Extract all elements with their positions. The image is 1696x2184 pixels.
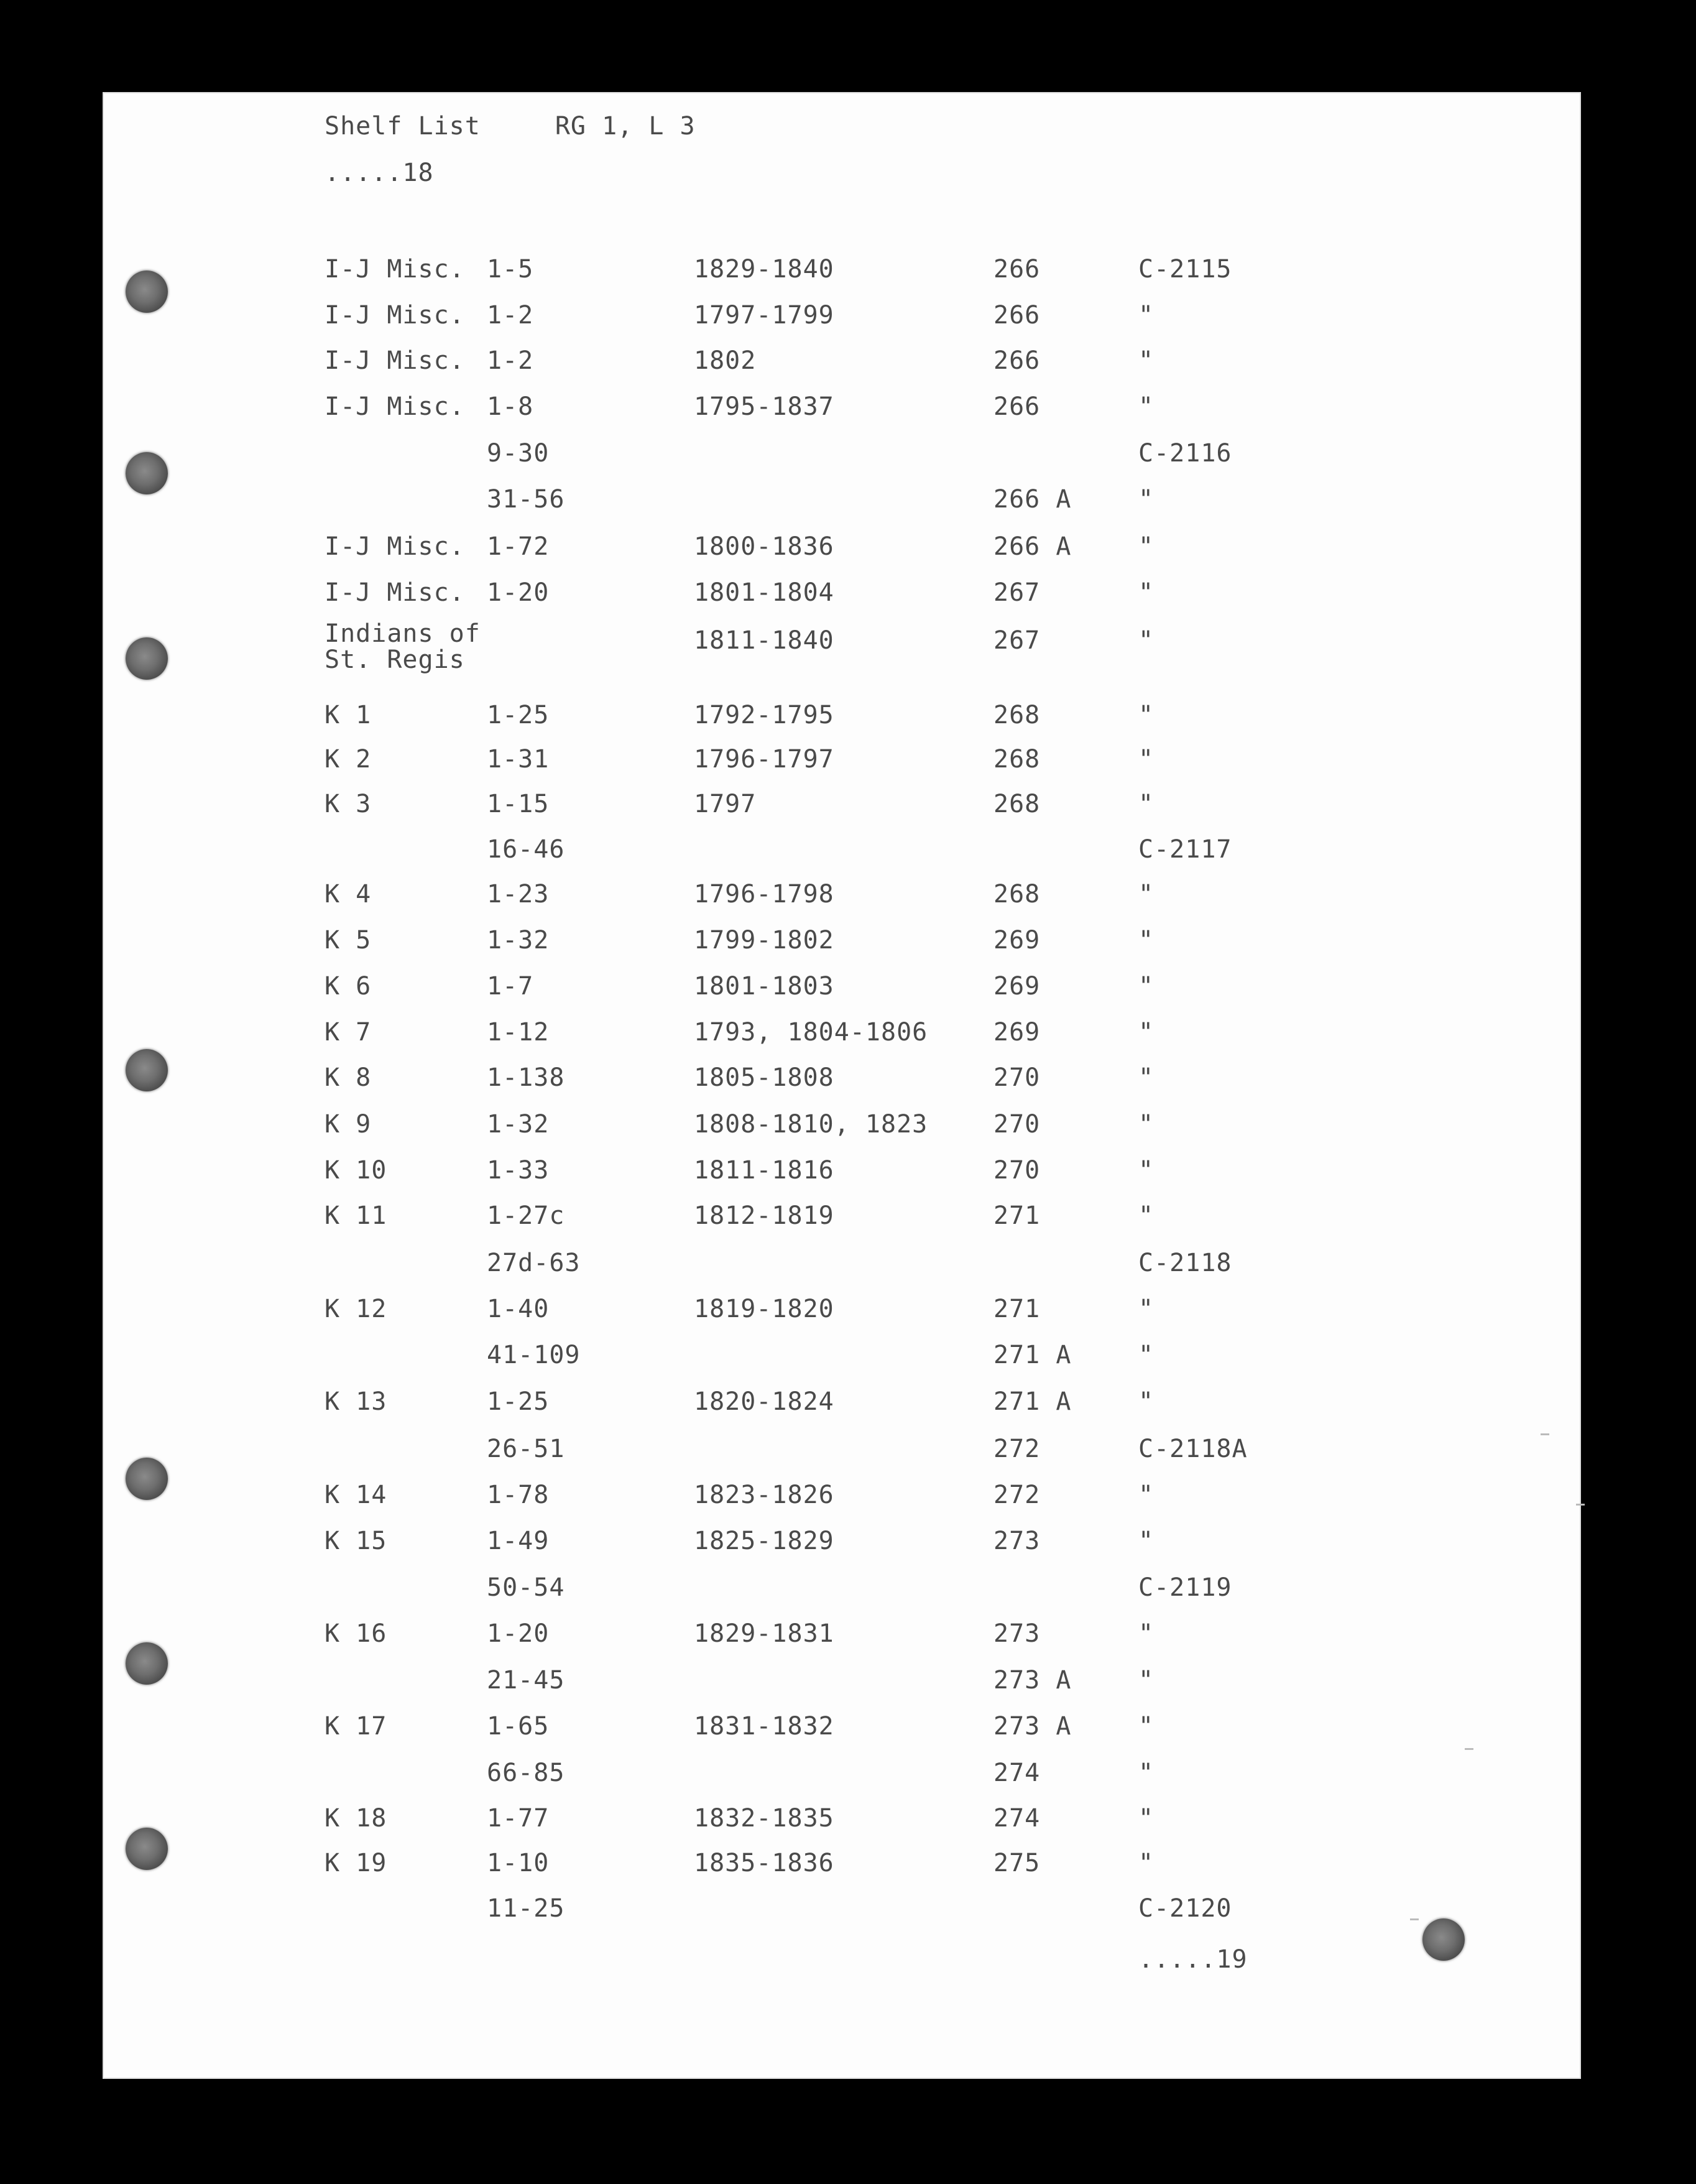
table-row bbox=[0, 703, 1696, 731]
table-row bbox=[0, 1389, 1696, 1418]
microfilm-reel-cell: C-2119 bbox=[1138, 1573, 1232, 1602]
date-range-cell: 1805-1808 bbox=[694, 1063, 834, 1092]
record-group-cell: K 17 bbox=[325, 1712, 387, 1741]
box-number-cell: 266 bbox=[993, 392, 1041, 421]
date-range-cell: 1823-1826 bbox=[694, 1481, 834, 1509]
microfilm-reel-cell: C-2118A bbox=[1138, 1435, 1248, 1463]
table-row bbox=[0, 1297, 1696, 1325]
box-number-cell: 269 bbox=[993, 972, 1041, 1001]
table-row bbox=[0, 534, 1696, 563]
box-number-cell: 270 bbox=[993, 1110, 1041, 1139]
table-row bbox=[0, 441, 1696, 470]
table-row bbox=[0, 487, 1696, 516]
table-row bbox=[0, 1575, 1696, 1604]
microfilm-reel-cell: " bbox=[1138, 1619, 1154, 1648]
table-row bbox=[0, 1851, 1696, 1879]
date-range-cell: 1819-1820 bbox=[694, 1295, 834, 1323]
item-range-cell: 1-8 bbox=[487, 392, 534, 421]
table-row bbox=[0, 348, 1696, 377]
box-number-cell: 266 bbox=[993, 301, 1041, 330]
microfilm-reel-cell: " bbox=[1138, 1804, 1154, 1833]
box-number-cell: 275 bbox=[993, 1849, 1041, 1877]
item-range-cell: 1-20 bbox=[487, 1619, 550, 1648]
box-number-cell: 266 bbox=[993, 346, 1041, 375]
header-series: RG 1, L 3 bbox=[555, 112, 696, 141]
item-range-cell: 1-20 bbox=[487, 578, 550, 607]
item-range-cell: 1-2 bbox=[487, 301, 534, 330]
microfilm-reel-cell: " bbox=[1138, 532, 1154, 561]
item-range-cell: 31-56 bbox=[487, 485, 565, 514]
date-range-cell: 1808-1810, 1823 bbox=[694, 1110, 928, 1139]
microfilm-reel-cell: " bbox=[1138, 1666, 1154, 1695]
item-range-cell: 1-27c bbox=[487, 1201, 565, 1230]
record-group-cell: K 2 bbox=[325, 745, 372, 774]
item-range-cell: 1-5 bbox=[487, 255, 534, 284]
microfilm-reel-cell: " bbox=[1138, 1063, 1154, 1092]
item-range-cell: 66-85 bbox=[487, 1759, 565, 1787]
date-range-cell: 1800-1836 bbox=[694, 532, 834, 561]
table-row bbox=[0, 580, 1696, 609]
item-range-cell: 1-12 bbox=[487, 1018, 550, 1047]
date-range-cell: 1792-1795 bbox=[694, 701, 834, 729]
date-range-cell: 1820-1824 bbox=[694, 1387, 834, 1416]
date-range-cell: 1832-1835 bbox=[694, 1804, 834, 1833]
microfilm-reel-cell: " bbox=[1138, 301, 1154, 330]
date-range-cell: 1796-1797 bbox=[694, 745, 834, 774]
microfilm-reel-cell: C-2116 bbox=[1138, 439, 1232, 468]
table-row bbox=[0, 974, 1696, 1002]
microfilm-reel-cell: C-2118 bbox=[1138, 1249, 1232, 1277]
record-group-cell: K 6 bbox=[325, 972, 372, 1001]
box-number-cell: 272 bbox=[993, 1435, 1041, 1463]
table-row bbox=[0, 928, 1696, 956]
microfilm-reel-cell: " bbox=[1138, 1201, 1154, 1230]
table-row bbox=[0, 1251, 1696, 1279]
table-row bbox=[0, 1529, 1696, 1557]
record-group-cell: K 8 bbox=[325, 1063, 372, 1092]
item-range-cell: 21-45 bbox=[487, 1666, 565, 1695]
microfilm-reel-cell: " bbox=[1138, 1156, 1154, 1185]
table-row bbox=[0, 1806, 1696, 1835]
box-number-cell: 274 bbox=[993, 1759, 1041, 1787]
item-range-cell: 16-46 bbox=[487, 835, 565, 864]
table-row bbox=[0, 1483, 1696, 1511]
punch-hole bbox=[1422, 1918, 1465, 1961]
microfilm-reel-cell: " bbox=[1138, 1712, 1154, 1741]
microfilm-reel-cell: " bbox=[1138, 1527, 1154, 1555]
item-range-cell: 41-109 bbox=[487, 1341, 581, 1369]
box-number-cell: 272 bbox=[993, 1481, 1041, 1509]
record-group-cell: K 9 bbox=[325, 1110, 372, 1139]
box-number-cell: 268 bbox=[993, 790, 1041, 818]
table-row bbox=[0, 1343, 1696, 1371]
table-row bbox=[0, 303, 1696, 331]
microfilm-reel-cell: " bbox=[1138, 1759, 1154, 1787]
box-number-cell: 274 bbox=[993, 1804, 1041, 1833]
item-range-cell: 1-33 bbox=[487, 1156, 550, 1185]
record-group-cell: I-J Misc. bbox=[325, 346, 465, 375]
date-range-cell: 1801-1803 bbox=[694, 972, 834, 1001]
microfilm-reel-cell: " bbox=[1138, 972, 1154, 1001]
record-group-cell: K 7 bbox=[325, 1018, 372, 1047]
date-range-cell: 1796-1798 bbox=[694, 880, 834, 909]
microfilm-reel-cell: " bbox=[1138, 1018, 1154, 1047]
item-range-cell: 9-30 bbox=[487, 439, 550, 468]
box-number-cell: 270 bbox=[993, 1156, 1041, 1185]
microfilm-reel-cell: C-2115 bbox=[1138, 255, 1232, 284]
table-row bbox=[0, 1714, 1696, 1742]
header-title: Shelf List bbox=[325, 112, 481, 141]
table-row bbox=[0, 1668, 1696, 1696]
box-number-cell: 271 bbox=[993, 1295, 1041, 1323]
table-row bbox=[0, 1437, 1696, 1465]
item-range-cell: 1-7 bbox=[487, 972, 534, 1001]
date-range-cell: 1802 bbox=[694, 346, 757, 375]
table-row bbox=[0, 1761, 1696, 1789]
date-range-cell: 1812-1819 bbox=[694, 1201, 834, 1230]
table-row bbox=[0, 792, 1696, 820]
box-number-cell: 268 bbox=[993, 701, 1041, 729]
item-range-cell: 1-65 bbox=[487, 1712, 550, 1741]
microfilm-reel-cell: " bbox=[1138, 626, 1154, 655]
item-range-cell: 1-2 bbox=[487, 346, 534, 375]
item-range-cell: 1-77 bbox=[487, 1804, 550, 1833]
box-number-cell: 271 A bbox=[993, 1341, 1072, 1369]
record-group-cell: K 12 bbox=[325, 1295, 387, 1323]
record-group-cell: K 5 bbox=[325, 926, 372, 955]
date-range-cell: 1835-1836 bbox=[694, 1849, 834, 1877]
item-range-cell: 26-51 bbox=[487, 1435, 565, 1463]
item-range-cell: 1-49 bbox=[487, 1527, 550, 1555]
date-range-cell: 1831-1832 bbox=[694, 1712, 834, 1741]
date-range-cell: 1797-1799 bbox=[694, 301, 834, 330]
item-range-cell: 1-25 bbox=[487, 1387, 550, 1416]
record-group-cell: K 14 bbox=[325, 1481, 387, 1509]
item-range-cell: 1-23 bbox=[487, 880, 550, 909]
record-group-cell: K 18 bbox=[325, 1804, 387, 1833]
item-range-cell: 27d-63 bbox=[487, 1249, 581, 1277]
date-range-cell: 1793, 1804-1806 bbox=[694, 1018, 928, 1047]
box-number-cell: 268 bbox=[993, 880, 1041, 909]
table-row bbox=[0, 1158, 1696, 1187]
date-range-cell: 1801-1804 bbox=[694, 578, 834, 607]
microfilm-reel-cell: " bbox=[1138, 1110, 1154, 1139]
table-row bbox=[0, 619, 1696, 674]
box-number-cell: 266 A bbox=[993, 532, 1072, 561]
date-range-cell: 1799-1802 bbox=[694, 926, 834, 955]
table-row bbox=[0, 882, 1696, 910]
record-group-cell: K 3 bbox=[325, 790, 372, 818]
item-range-cell: 1-32 bbox=[487, 926, 550, 955]
record-group-cell: I-J Misc. bbox=[325, 301, 465, 330]
microfilm-reel-cell: " bbox=[1138, 1481, 1154, 1509]
microfilm-reel-cell: C-2120 bbox=[1138, 1894, 1232, 1923]
table-row bbox=[0, 257, 1696, 285]
date-range-cell: 1811-1840 bbox=[694, 626, 834, 655]
microfilm-reel-cell: " bbox=[1138, 1341, 1154, 1369]
microfilm-reel-cell: " bbox=[1138, 346, 1154, 375]
item-range-cell: 50-54 bbox=[487, 1573, 565, 1602]
microfilm-reel-cell: " bbox=[1138, 1387, 1154, 1416]
table-row bbox=[0, 394, 1696, 423]
box-number-cell: 273 A bbox=[993, 1666, 1072, 1695]
item-range-cell: 1-32 bbox=[487, 1110, 550, 1139]
record-group-cell: Indians of St. Regis bbox=[325, 619, 481, 674]
box-number-cell: 267 bbox=[993, 626, 1041, 655]
record-group-cell: K 13 bbox=[325, 1387, 387, 1416]
microfilm-reel-cell: " bbox=[1138, 485, 1154, 514]
microfilm-reel-cell: " bbox=[1138, 1849, 1154, 1877]
item-range-cell: 1-72 bbox=[487, 532, 550, 561]
date-range-cell: 1829-1840 bbox=[694, 255, 834, 284]
item-range-cell: 1-10 bbox=[487, 1849, 550, 1877]
table-row bbox=[0, 1621, 1696, 1650]
table-row bbox=[0, 837, 1696, 866]
item-range-cell: 1-78 bbox=[487, 1481, 550, 1509]
date-range-cell: 1829-1831 bbox=[694, 1619, 834, 1648]
date-range-cell: 1797 bbox=[694, 790, 757, 818]
microfilm-reel-cell: " bbox=[1138, 745, 1154, 774]
record-group-cell: K 4 bbox=[325, 880, 372, 909]
microfilm-reel-cell: " bbox=[1138, 926, 1154, 955]
box-number-cell: 271 bbox=[993, 1201, 1041, 1230]
record-group-cell: K 15 bbox=[325, 1527, 387, 1555]
record-group-cell: I-J Misc. bbox=[325, 532, 465, 561]
microfilm-reel-cell: " bbox=[1138, 790, 1154, 818]
record-group-cell: I-J Misc. bbox=[325, 578, 465, 607]
table-row bbox=[0, 747, 1696, 775]
box-number-cell: 271 A bbox=[993, 1387, 1072, 1416]
box-number-cell: 273 bbox=[993, 1527, 1041, 1555]
date-range-cell: 1811-1816 bbox=[694, 1156, 834, 1185]
box-number-cell: 273 bbox=[993, 1619, 1041, 1648]
box-number-cell: 269 bbox=[993, 926, 1041, 955]
record-group-cell: K 10 bbox=[325, 1156, 387, 1185]
record-group-cell: I-J Misc. bbox=[325, 255, 465, 284]
item-range-cell: 1-138 bbox=[487, 1063, 565, 1092]
table-row bbox=[0, 1896, 1696, 1925]
paper-speck bbox=[1465, 1748, 1473, 1750]
box-number-cell: 266 A bbox=[993, 485, 1072, 514]
continued-on: .....19 bbox=[1138, 1945, 1248, 1974]
microfilm-reel-cell: " bbox=[1138, 578, 1154, 607]
microfilm-reel-cell: " bbox=[1138, 701, 1154, 729]
date-range-cell: 1825-1829 bbox=[694, 1527, 834, 1555]
paper-speck bbox=[1541, 1433, 1549, 1435]
microfilm-reel-cell: " bbox=[1138, 880, 1154, 909]
date-range-cell: 1795-1837 bbox=[694, 392, 834, 421]
item-range-cell: 1-31 bbox=[487, 745, 550, 774]
microfilm-reel-cell: " bbox=[1138, 1295, 1154, 1323]
box-number-cell: 269 bbox=[993, 1018, 1041, 1047]
box-number-cell: 273 A bbox=[993, 1712, 1072, 1741]
record-group-cell: K 16 bbox=[325, 1619, 387, 1648]
box-number-cell: 270 bbox=[993, 1063, 1041, 1092]
item-range-cell: 1-15 bbox=[487, 790, 550, 818]
table-row bbox=[0, 1020, 1696, 1048]
shelf-list-header bbox=[325, 114, 696, 139]
record-group-cell: K 1 bbox=[325, 701, 372, 729]
microfilm-reel-cell: C-2117 bbox=[1138, 835, 1232, 864]
item-range-cell: 11-25 bbox=[487, 1894, 565, 1923]
table-row bbox=[0, 1112, 1696, 1141]
record-group-cell: I-J Misc. bbox=[325, 392, 465, 421]
item-range-cell: 1-25 bbox=[487, 701, 550, 729]
table-row bbox=[0, 1203, 1696, 1232]
box-number-cell: 267 bbox=[993, 578, 1041, 607]
item-range-cell: 1-40 bbox=[487, 1295, 550, 1323]
continued-from: .....18 bbox=[325, 159, 434, 187]
record-group-cell: K 19 bbox=[325, 1849, 387, 1877]
microfilm-reel-cell: " bbox=[1138, 392, 1154, 421]
box-number-cell: 266 bbox=[993, 255, 1041, 284]
box-number-cell: 268 bbox=[993, 745, 1041, 774]
record-group-cell: K 11 bbox=[325, 1201, 387, 1230]
table-row bbox=[0, 1065, 1696, 1094]
